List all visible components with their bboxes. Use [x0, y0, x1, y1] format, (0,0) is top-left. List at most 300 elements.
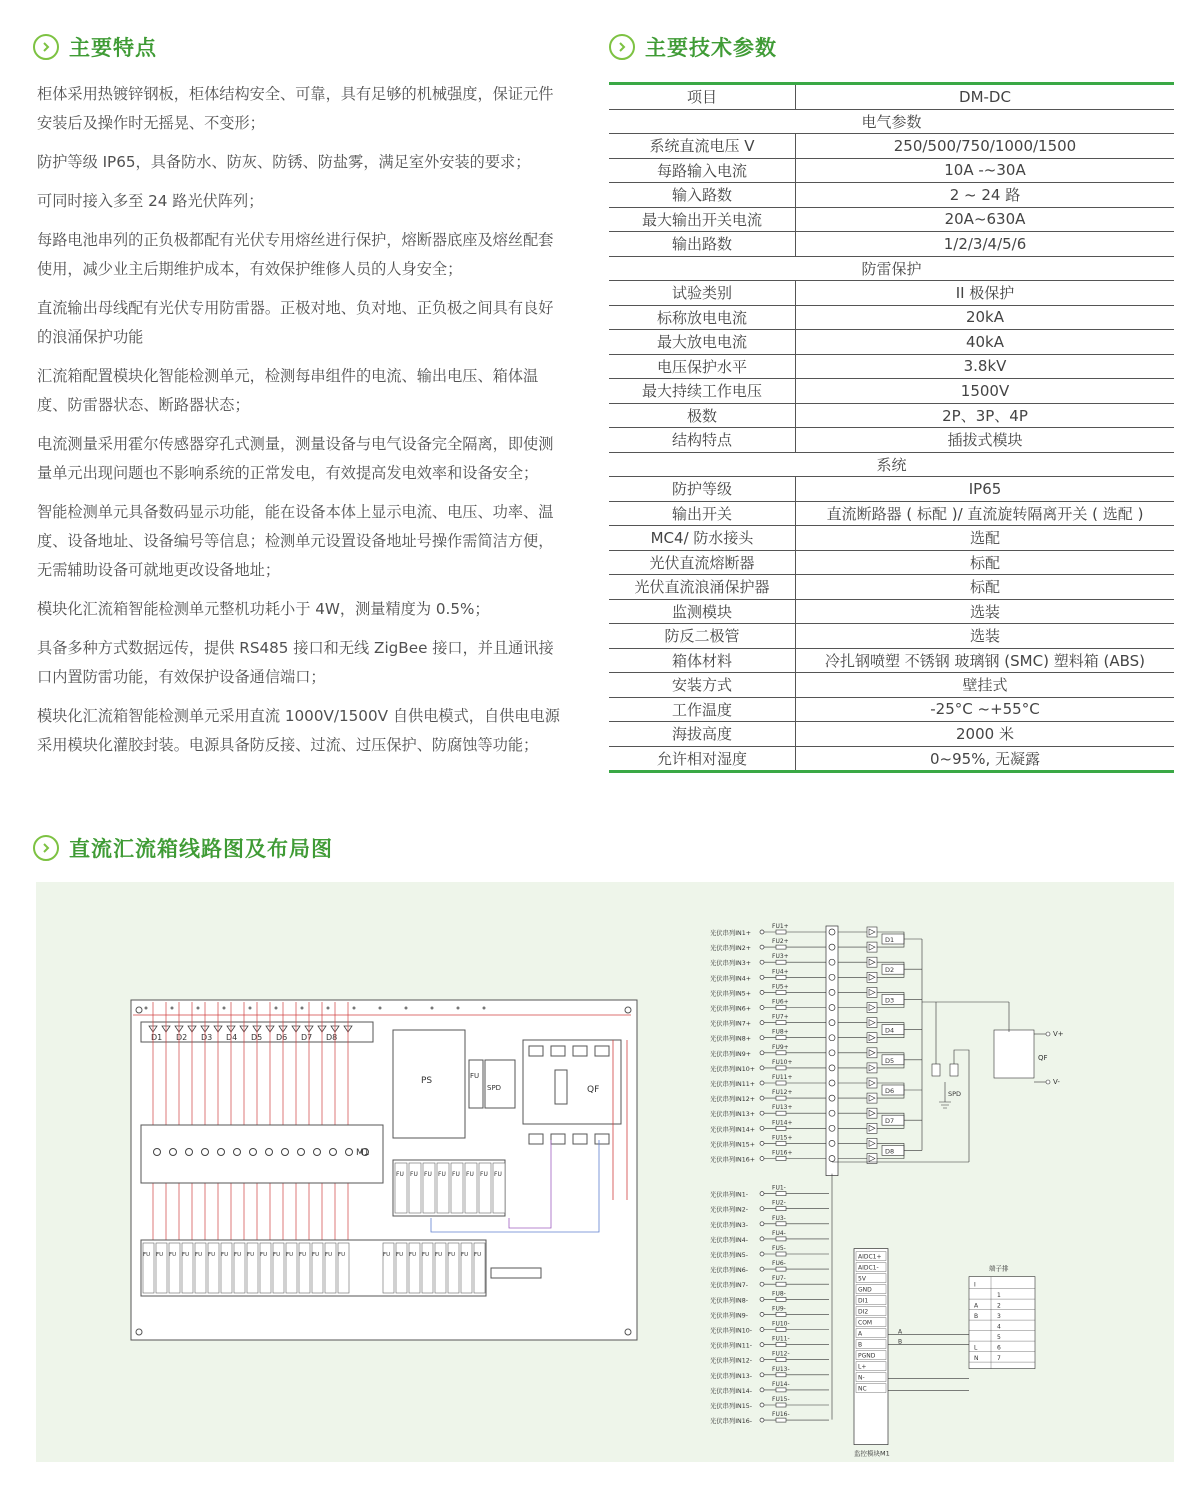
spec-row — [609, 526, 1174, 551]
fuse-symbol — [776, 1066, 786, 1070]
input-terminal — [760, 1126, 764, 1130]
spec-row — [609, 477, 1174, 502]
spec-value: 标配 — [796, 550, 1175, 575]
ab-label: A — [898, 1328, 903, 1336]
fuse-label: FU — [156, 1252, 164, 1258]
fuse-holder — [208, 1243, 219, 1293]
spec-key: 箱体材料 — [609, 648, 796, 673]
spd-element — [950, 1064, 958, 1076]
fuse-label: FU — [438, 1171, 446, 1178]
spec-row — [609, 354, 1174, 379]
input-terminal — [760, 975, 764, 979]
qf-terminal — [595, 1134, 609, 1144]
fuse-label: FU — [383, 1252, 391, 1258]
fuse-id: FU10+ — [772, 1058, 793, 1066]
terminal-left: B — [974, 1313, 979, 1321]
terminal-block — [969, 1277, 1035, 1369]
input-label: 光伏串列IN1- — [710, 1191, 749, 1199]
spec-header-value: DM-DC — [796, 84, 1175, 110]
spec-value: 壁挂式 — [796, 673, 1175, 698]
qf-terminal — [551, 1134, 565, 1144]
fuse-symbol — [776, 1126, 786, 1130]
input-terminal — [760, 1222, 764, 1226]
qf-terminal — [551, 1046, 565, 1056]
features-heading — [33, 32, 157, 62]
fuse-holder — [143, 1243, 154, 1293]
input-terminal — [760, 1388, 764, 1392]
fuse-id: FU7- — [772, 1275, 786, 1283]
terminal-screw — [829, 1080, 835, 1086]
fuse-symbol — [776, 1252, 786, 1256]
rail-dot — [405, 1007, 408, 1010]
fu-small — [469, 1060, 483, 1108]
fuse-id: FU15- — [772, 1396, 790, 1403]
spec-key: 监测模块 — [609, 599, 796, 624]
terminal-screw — [829, 1110, 835, 1116]
module-pin-label: AIDC1- — [858, 1264, 879, 1272]
module-pin-label: DI1 — [858, 1297, 869, 1305]
spec-row — [609, 134, 1174, 159]
module-pin-label: COM — [858, 1319, 873, 1327]
fuse-holder — [169, 1243, 180, 1293]
input-label: 光伏串列IN16- — [710, 1418, 753, 1426]
terminal-left: N — [974, 1355, 979, 1363]
diode-id: D3 — [885, 996, 895, 1005]
fuse-label: FU — [480, 1171, 488, 1178]
chevron-right-icon — [33, 34, 59, 60]
feature-paragraph: 每路电池串列的正负极都配有光伏专用熔丝进行保护，熔断器底座及熔丝配套使用，减少业主后期维护成本，有效保护维修人员的人身安全； — [37, 231, 554, 278]
spec-category-row — [609, 256, 1174, 281]
fuse-label: FU — [422, 1252, 430, 1258]
fuse-label: FU — [325, 1252, 333, 1258]
spec-key: 电压保护水平 — [609, 354, 796, 379]
input-terminal — [760, 1157, 764, 1161]
spec-key: 每路输入电流 — [609, 158, 796, 183]
input-label: 光伏串列IN5- — [710, 1252, 749, 1259]
input-terminal — [760, 1418, 764, 1422]
diagram-heading — [33, 833, 333, 863]
spec-row — [609, 624, 1174, 649]
qf-terminal — [529, 1046, 543, 1056]
module-name: 监控模块M1 — [854, 1449, 890, 1458]
spec-header-key: 项目 — [609, 84, 796, 110]
fuse-id: FU14- — [772, 1380, 790, 1388]
input-terminal — [760, 945, 764, 949]
m1-terminal — [170, 1149, 177, 1156]
rail-dot — [327, 1007, 330, 1010]
spec-value: 1/2/3/4/5/6 — [796, 232, 1175, 257]
terminal-num: 7 — [997, 1355, 1001, 1363]
fuse-label: FU — [208, 1252, 216, 1258]
m1-terminal — [330, 1149, 337, 1156]
fuse-holder — [338, 1243, 349, 1293]
feature-paragraph: 直流输出母线配有光伏专用防雷器。正极对地、负对地、正负极之间具有良好的浪涌保护功能 — [37, 299, 554, 346]
input-terminal — [760, 1328, 764, 1332]
input-terminal — [760, 1403, 764, 1407]
terminal-screw — [829, 1005, 835, 1011]
fuse-id: FU12+ — [772, 1089, 793, 1097]
fuse-symbol — [776, 1222, 786, 1226]
fuse-id: FU4+ — [772, 968, 789, 976]
m1-terminal — [202, 1149, 209, 1156]
m1-terminal — [218, 1149, 225, 1156]
input-terminal — [760, 1192, 764, 1196]
fuse-symbol — [776, 1081, 786, 1085]
input-label: 光伏串列IN10- — [710, 1327, 753, 1335]
fuse-symbol — [776, 1237, 786, 1241]
input-label: 光伏串列IN4+ — [710, 975, 752, 983]
spec-key: 最大放电电流 — [609, 330, 796, 355]
spec-value: 3.8kV — [796, 354, 1175, 379]
ps-label: PS — [421, 1076, 433, 1086]
m1-terminal — [314, 1149, 321, 1156]
fuse-symbol — [776, 1312, 786, 1316]
terminal-left: A — [974, 1302, 979, 1310]
fuse-symbol — [776, 1207, 786, 1211]
fuse-label: FU — [260, 1252, 268, 1258]
fuse-symbol — [776, 1328, 786, 1332]
spec-row — [609, 428, 1174, 453]
input-terminal — [760, 1207, 764, 1211]
spd-id: SPD — [948, 1090, 962, 1098]
rail-dot — [457, 1007, 460, 1010]
spec-row — [609, 673, 1174, 698]
spec-key: 允许相对湿度 — [609, 746, 796, 772]
rail-dot — [483, 1007, 486, 1010]
input-label: 光伏串列IN9- — [710, 1312, 749, 1320]
fuse-holder — [422, 1243, 433, 1293]
fuse-label: FU — [424, 1171, 432, 1178]
fuse-id: FU8- — [772, 1290, 786, 1298]
input-terminal — [760, 1373, 764, 1377]
rail-dot — [275, 1007, 278, 1010]
feature-paragraph: 柜体采用热镀锌钢板，柜体结构安全、可靠，具有足够的机械强度，保证元件安装后及操作时无摇晃、不变形； — [37, 85, 554, 132]
feature-paragraph: 电流测量采用霍尔传感器穿孔式测量，测量设备与电气设备完全隔离，即使测量单元出现问题也不影响系统的正常发电，有效提高发电效率和设备安全； — [37, 435, 554, 482]
fuse-holder — [247, 1243, 258, 1293]
fuse-symbol — [776, 945, 786, 949]
fuse-id: FU6+ — [772, 998, 789, 1006]
fuse-id: FU1- — [772, 1184, 786, 1192]
diagram-title: 直流汇流箱线路图及布局图 — [69, 837, 333, 861]
fuse-label: FU — [143, 1252, 151, 1258]
input-terminal — [760, 1096, 764, 1100]
fuse-holder — [312, 1243, 323, 1293]
fuse-id: FU15+ — [772, 1134, 793, 1142]
terminal-num: 3 — [997, 1313, 1001, 1321]
spec-category: 防雷保护 — [609, 256, 1174, 281]
qf-handle — [555, 1070, 567, 1104]
feature-paragraph: 智能检测单元具备数码显示功能，能在设备本体上显示电流、电压、功率、温度、设备地址、设备编号等信息；检测单元设置设备地址号操作需简洁方便，无需辅助设备可就地更改设备地址； — [37, 503, 554, 579]
rail-dot — [171, 1007, 174, 1010]
specs-title: 主要技术参数 — [645, 36, 777, 60]
spec-key: 极数 — [609, 403, 796, 428]
input-label: 光伏串列IN15- — [710, 1403, 753, 1410]
fuse-symbol — [776, 1141, 786, 1145]
spec-value: -25°C ~+55°C — [796, 697, 1175, 722]
fuse-symbol — [776, 1297, 786, 1301]
m1-terminal — [250, 1149, 257, 1156]
fuse-id: FU12- — [772, 1350, 790, 1358]
fuse-id: FU2+ — [772, 938, 789, 946]
fuse-label: FU — [234, 1252, 242, 1258]
v-plus-terminal — [1046, 1032, 1050, 1036]
input-terminal — [760, 1081, 764, 1085]
spec-key: 海拔高度 — [609, 722, 796, 747]
spec-header-row — [609, 84, 1174, 110]
fuse-label: FU — [410, 1171, 418, 1178]
spec-key: MC4/ 防水接头 — [609, 526, 796, 551]
fuse-symbol — [776, 1036, 786, 1040]
fuse-id: FU13- — [772, 1365, 790, 1373]
input-terminal — [760, 930, 764, 934]
terminal-screw — [829, 959, 835, 965]
diode-label: D4 — [226, 1033, 238, 1042]
input-label: 光伏串列IN11- — [710, 1342, 753, 1350]
fuse-id: FU1+ — [772, 923, 789, 930]
feature-paragraph: 汇流箱配置模块化智能检测单元，检测每串组件的电流、输出电压、箱体温度、防雷器状态、断路器状态； — [37, 367, 539, 414]
rail-dot — [197, 1007, 200, 1010]
fuse-id: FU11+ — [772, 1074, 793, 1081]
input-label: 光伏串列IN8+ — [710, 1035, 752, 1043]
fuse-label: FU — [221, 1252, 229, 1258]
specs-heading — [609, 32, 777, 62]
input-label: 光伏串列IN3+ — [710, 960, 752, 968]
fuse-id: FU14+ — [772, 1119, 793, 1127]
terminal-num: 4 — [997, 1323, 1001, 1331]
spec-category: 系统 — [609, 452, 1174, 477]
fuse-holder — [461, 1243, 472, 1293]
fuse-holder — [409, 1243, 420, 1293]
fuse-symbol — [776, 930, 786, 934]
spec-category: 电气参数 — [609, 109, 1174, 134]
input-label: 光伏串列IN12- — [710, 1357, 753, 1365]
terminal-screw — [829, 1050, 835, 1056]
spec-row — [609, 183, 1174, 208]
diode-label: D1 — [151, 1033, 163, 1042]
terminal-left: L — [974, 1344, 978, 1352]
fuse-label: FU — [286, 1252, 294, 1258]
spec-key: 输入路数 — [609, 183, 796, 208]
module-pin-label: NC — [858, 1385, 867, 1393]
module-pin-label: A — [858, 1330, 863, 1338]
fuse-id: FU3+ — [772, 953, 789, 961]
input-label: 光伏串列IN14- — [710, 1387, 753, 1395]
terminal-left: I — [974, 1281, 976, 1289]
fuse-label: FU — [312, 1252, 320, 1258]
spec-value: II 极保护 — [796, 281, 1175, 306]
fuse-id: FU2- — [772, 1199, 786, 1207]
terminal-screw — [829, 1125, 835, 1131]
m1-label: M1 — [356, 1148, 370, 1158]
qf-terminal — [573, 1134, 587, 1144]
spec-value: 2000 米 — [796, 722, 1175, 747]
diode-id: D8 — [885, 1147, 895, 1156]
input-label: 光伏串列IN13- — [710, 1372, 753, 1380]
spec-value: 10A -~30A — [796, 158, 1175, 183]
spec-key: 试验类别 — [609, 281, 796, 306]
spec-row — [609, 232, 1174, 257]
spec-category-row — [609, 452, 1174, 477]
fuse-holder — [325, 1243, 336, 1293]
fuse-symbol — [776, 1343, 786, 1347]
fuse-symbol — [776, 1403, 786, 1407]
fuse-symbol — [776, 1358, 786, 1362]
input-label: 光伏串列IN4- — [710, 1236, 749, 1244]
diode-id: D1 — [885, 936, 895, 944]
spec-value: IP65 — [796, 477, 1175, 502]
qf-id: QF — [1038, 1054, 1048, 1062]
input-label: 光伏串列IN3- — [710, 1221, 749, 1229]
m1-terminal — [298, 1149, 305, 1156]
input-terminal — [760, 1066, 764, 1070]
diode-id: D4 — [885, 1026, 895, 1035]
feature-paragraph: 模块化汇流箱智能检测单元整机功耗小于 4W，测量精度为 0.5%； — [37, 600, 490, 618]
input-terminal — [760, 1111, 764, 1115]
fuse-holder — [299, 1243, 310, 1293]
fuse-holder — [474, 1243, 485, 1293]
input-terminal — [760, 1267, 764, 1271]
module-pin-label: L+ — [858, 1363, 867, 1371]
module-pin-label: PGND — [858, 1352, 876, 1360]
rail-dot — [145, 1007, 148, 1010]
fuse-id: FU5- — [772, 1245, 786, 1252]
module-pin-label: N- — [858, 1374, 865, 1382]
v-plus-label: V+ — [1053, 1030, 1064, 1038]
rail-dot — [223, 1007, 226, 1010]
fuse-label: FU — [435, 1252, 443, 1258]
qf-terminal — [595, 1046, 609, 1056]
fuse-symbol — [776, 960, 786, 964]
diode-label: D3 — [201, 1033, 213, 1042]
diode-label: D7 — [301, 1033, 313, 1042]
rail-dot — [431, 1007, 434, 1010]
spec-category-row — [609, 109, 1174, 134]
fuse-symbol — [776, 1388, 786, 1392]
features-title: 主要特点 — [69, 36, 157, 60]
diode-label: D6 — [276, 1033, 288, 1042]
fuse-id: FU9+ — [772, 1043, 789, 1051]
fuse-symbol — [776, 990, 786, 994]
terminal-screw — [829, 1095, 835, 1101]
m1-terminal — [234, 1149, 241, 1156]
spec-row — [609, 207, 1174, 232]
spec-value: 40kA — [796, 330, 1175, 355]
terminal-screw — [829, 929, 835, 935]
fuse-symbol — [776, 1111, 786, 1115]
input-label: 光伏串列IN5+ — [710, 990, 752, 998]
terminal-screw — [829, 989, 835, 995]
fuse-symbol — [776, 1096, 786, 1100]
spec-row — [609, 599, 1174, 624]
diode-label: D5 — [251, 1033, 263, 1042]
diagram-area — [36, 882, 1174, 1462]
m1-terminal — [346, 1149, 353, 1156]
fuse-symbol — [776, 1267, 786, 1271]
diode-id: D2 — [885, 966, 895, 975]
spec-row — [609, 746, 1174, 772]
spec-value: 直流断路器 ( 标配 )/ 直流旋转隔离开关 ( 选配 ) — [796, 501, 1175, 526]
input-label: 光伏串列IN8- — [710, 1297, 749, 1305]
module-pin-label: DI2 — [858, 1308, 869, 1316]
input-terminal — [760, 990, 764, 994]
input-terminal — [760, 1036, 764, 1040]
input-label: 光伏串列IN9+ — [710, 1050, 752, 1058]
spec-key: 防护等级 — [609, 477, 796, 502]
fuse-label: FU — [409, 1252, 417, 1258]
qf-terminal — [529, 1134, 543, 1144]
fuse-label: FU — [448, 1252, 456, 1258]
fuse-label: FU — [338, 1252, 346, 1258]
spec-key: 结构特点 — [609, 428, 796, 453]
terminal-screw — [829, 1065, 835, 1071]
fuse-label: FU — [461, 1252, 469, 1258]
spec-row — [609, 648, 1174, 673]
fuse-symbol — [776, 1282, 786, 1286]
fuse-id: FU6- — [772, 1260, 786, 1268]
spec-key: 工作温度 — [609, 697, 796, 722]
spec-row — [609, 330, 1174, 355]
spec-value: 冷扎钢喷塑 不锈钢 玻璃钢 (SMC) 塑料箱 (ABS) — [796, 648, 1175, 673]
fuse-label: FU — [299, 1252, 307, 1258]
spec-key: 系统直流电压 V — [609, 134, 796, 159]
input-terminal — [760, 1343, 764, 1347]
input-label: 光伏串列IN1+ — [710, 930, 752, 937]
input-label: 光伏串列IN10+ — [710, 1065, 756, 1073]
terminal-screw — [829, 944, 835, 950]
fuse-holder — [260, 1243, 271, 1293]
input-terminal — [760, 1358, 764, 1362]
spec-key: 安装方式 — [609, 673, 796, 698]
fuse-holder — [221, 1243, 232, 1293]
terminal-screw — [829, 974, 835, 980]
fuse-id: FU7+ — [772, 1013, 789, 1021]
input-terminal — [760, 1051, 764, 1055]
rail-dot — [379, 1007, 382, 1010]
terminal-screw — [829, 1020, 835, 1026]
fuse-id: FU16+ — [772, 1149, 793, 1157]
input-terminal — [760, 1141, 764, 1145]
fuse-id: FU3- — [772, 1214, 786, 1222]
features-list — [37, 80, 567, 770]
feature-paragraph: 模块化汇流箱智能检测单元采用直流 1000V/1500V 自供电模式，自供电电源采用模块化灌胶封装。电源具备防反接、过流、过压保护、防腐蚀等功能； — [37, 707, 560, 754]
fuse-holder — [156, 1243, 167, 1293]
layout-diagram — [36, 882, 1174, 1462]
qf-terminal — [573, 1046, 587, 1056]
feature-paragraph: 具备多种方式数据远传，提供 RS485 接口和无线 ZigBee 接口，并且通讯接口内置防雷功能，有效保护设备通信端口； — [37, 639, 554, 686]
fuse-holder — [435, 1243, 446, 1293]
input-terminal — [760, 1006, 764, 1010]
terminal-title: 端子排 — [989, 1264, 1009, 1273]
fuse-holder — [286, 1243, 297, 1293]
input-terminal — [760, 960, 764, 964]
diode-label: D8 — [326, 1033, 338, 1042]
fuse-symbol — [776, 1418, 786, 1422]
spec-row — [609, 281, 1174, 306]
spec-value: 250/500/750/1000/1500 — [796, 134, 1175, 159]
fuse-id: FU16- — [772, 1411, 790, 1419]
qf-switch — [994, 1030, 1034, 1078]
spec-row — [609, 305, 1174, 330]
spec-row — [609, 158, 1174, 183]
fuse-holder — [448, 1243, 459, 1293]
spec-table — [609, 82, 1174, 773]
fuse-label: FU — [247, 1252, 255, 1258]
spec-row — [609, 501, 1174, 526]
spec-key: 光伏直流熔断器 — [609, 550, 796, 575]
fuse-symbol — [776, 1006, 786, 1010]
fuse-label: FU — [169, 1252, 177, 1258]
input-label: 光伏串列IN15+ — [710, 1141, 756, 1149]
